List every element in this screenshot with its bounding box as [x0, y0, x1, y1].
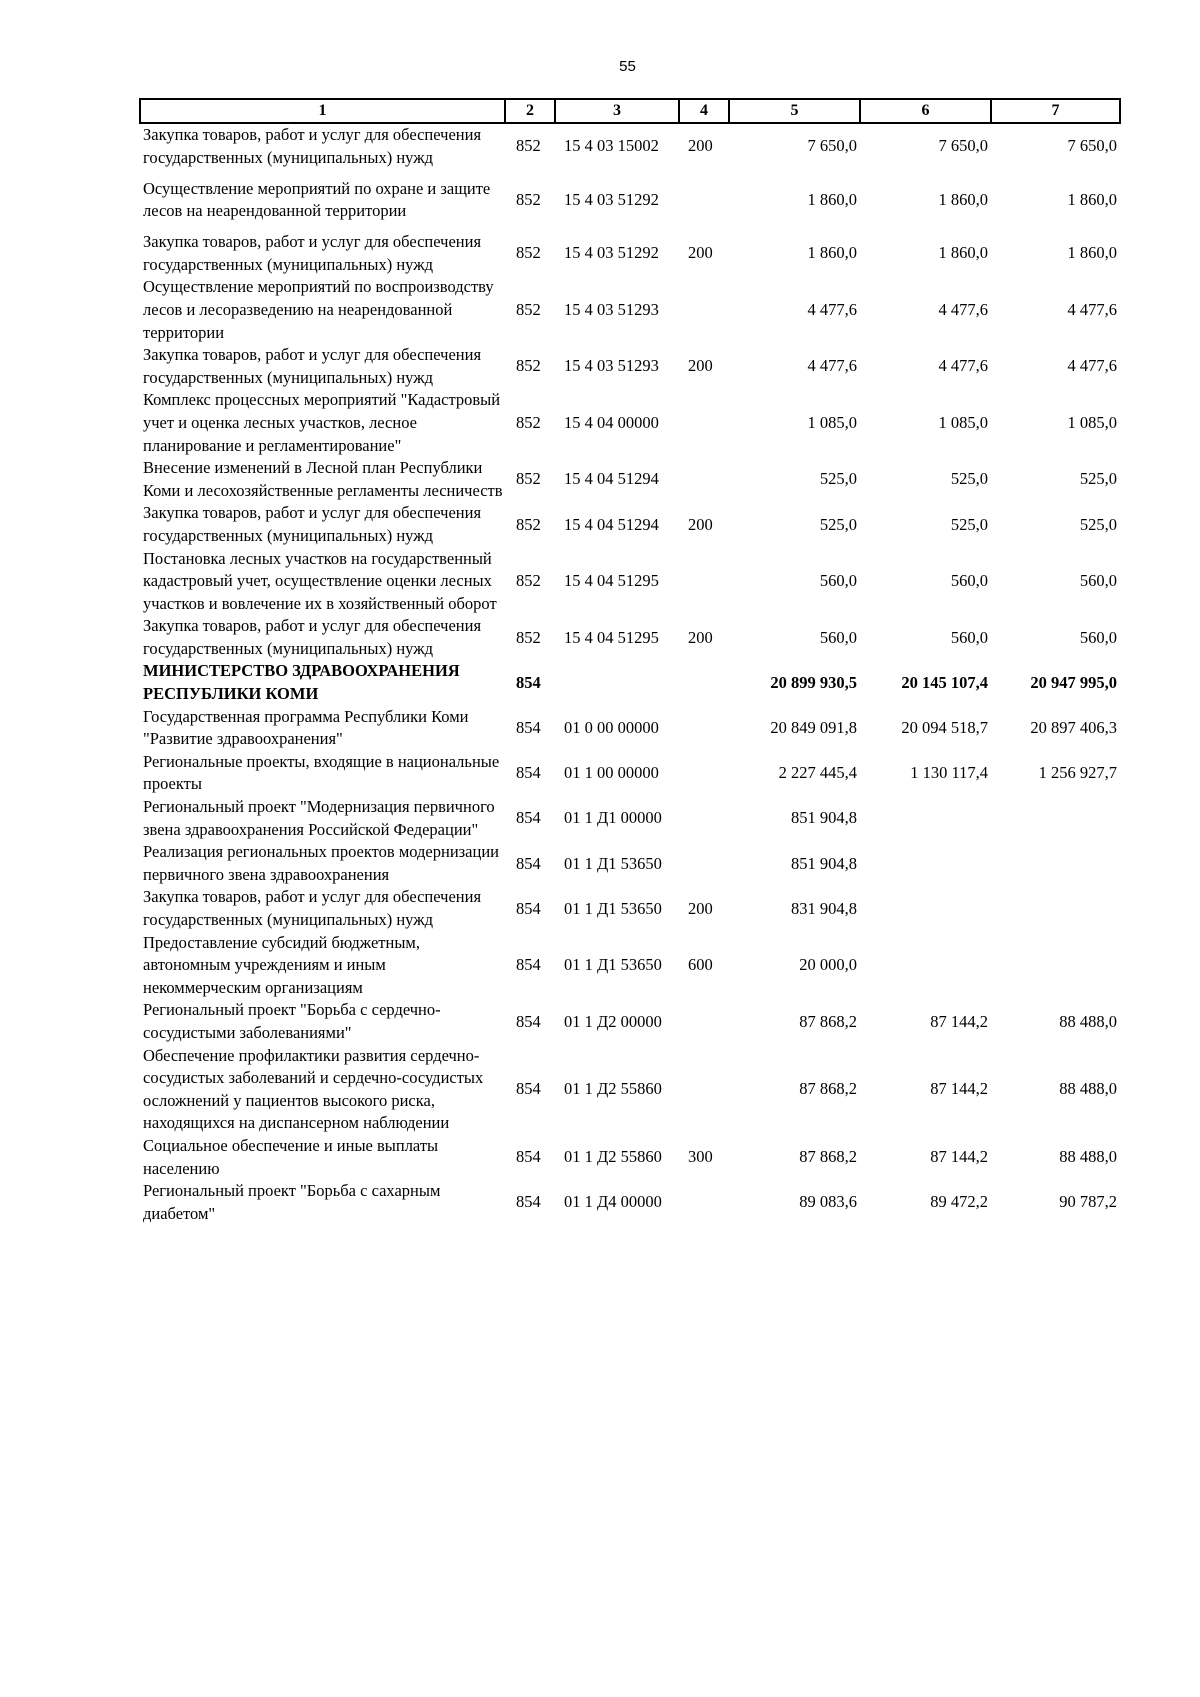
expense-type-code — [679, 751, 729, 796]
department-code: 852 — [516, 136, 541, 156]
target-article-code: 01 1 Д1 53650 — [564, 898, 662, 918]
table-row — [140, 751, 1120, 796]
item-name: Постановка лесных участков на государственный кадастровый учет, осуществление оценки лесных участков и вовлечение их в хозяйственный оборот — [143, 548, 497, 613]
item-name: Предоставление субсидий бюджетным, автономным учреждениям и иным некоммерческим организациям — [143, 932, 420, 997]
amount-year-3: 88 488,0 — [1059, 1079, 1117, 1099]
expense-type-code: 600 — [688, 955, 713, 975]
item-name: Региональный проект "Борьба с сахарным диабетом" — [143, 1181, 441, 1223]
department-code: 854 — [516, 898, 541, 918]
item-name: Реализация региональных проектов модернизации первичного звена здравоохранения — [143, 842, 499, 884]
table-row — [140, 123, 1120, 169]
target-article-code: 15 4 04 51295 — [564, 627, 659, 647]
amount-year-2: 87 144,2 — [930, 1011, 988, 1031]
amount-year-3: 20 897 406,3 — [1030, 717, 1117, 737]
department-code: 852 — [516, 189, 541, 209]
item-name: Закупка товаров, работ и услуг для обеспечения государственных (муниципальных) нужд — [143, 503, 482, 545]
amount-year-3: 4 477,6 — [1067, 299, 1117, 319]
amount-year-1: 1 860,0 — [807, 243, 857, 263]
amount-year-3: 1 860,0 — [1067, 189, 1117, 209]
amount-year-2: 20 094 518,7 — [901, 717, 988, 737]
table-row — [140, 796, 1120, 841]
amount-year-2 — [860, 932, 991, 1000]
target-article-code: 15 4 03 51293 — [564, 299, 659, 319]
item-name: Закупка товаров, работ и услуг для обеспечения государственных (муниципальных) нужд — [143, 887, 482, 929]
table-row — [140, 1045, 1120, 1135]
table-header-row — [140, 99, 1120, 123]
table-row — [140, 706, 1120, 751]
department-code: 854 — [516, 1192, 541, 1212]
item-name: Закупка товаров, работ и услуг для обеспечения государственных (муниципальных) нужд — [143, 232, 482, 274]
table-row — [140, 457, 1120, 502]
expense-type-code — [679, 796, 729, 841]
amount-year-3: 7 650,0 — [1067, 136, 1117, 156]
amount-year-3: 90 787,2 — [1059, 1192, 1117, 1212]
expense-type-code: 200 — [688, 627, 713, 647]
amount-year-1: 560,0 — [819, 627, 857, 647]
target-article-code — [555, 660, 679, 705]
department-code: 852 — [516, 299, 541, 319]
amount-year-3: 525,0 — [1079, 514, 1117, 534]
target-article-code: 01 1 Д1 53650 — [564, 853, 662, 873]
column-header: 5 — [729, 99, 860, 123]
amount-year-1: 831 904,8 — [791, 898, 857, 918]
target-article-code: 01 1 Д4 00000 — [564, 1192, 662, 1212]
amount-year-1: 20 899 930,5 — [770, 672, 857, 692]
expense-type-code — [679, 841, 729, 886]
expense-type-code — [679, 706, 729, 751]
department-code: 852 — [516, 627, 541, 647]
amount-year-3 — [991, 841, 1120, 886]
amount-year-2: 4 477,6 — [938, 299, 988, 319]
expense-type-code: 200 — [688, 514, 713, 534]
target-article-code: 15 4 03 15002 — [564, 136, 659, 156]
amount-year-1: 851 904,8 — [791, 808, 857, 828]
amount-year-3: 525,0 — [1079, 469, 1117, 489]
item-name: Закупка товаров, работ и услуг для обеспечения государственных (муниципальных) нужд — [143, 616, 482, 658]
column-header: 4 — [679, 99, 729, 123]
amount-year-3 — [991, 886, 1120, 931]
expense-type-code — [679, 1045, 729, 1135]
column-header: 1 — [140, 99, 505, 123]
amount-year-2: 1 130 117,4 — [910, 763, 988, 783]
target-article-code: 15 4 03 51292 — [564, 189, 659, 209]
amount-year-1: 4 477,6 — [807, 356, 857, 376]
expense-type-code — [679, 548, 729, 616]
target-article-code: 15 4 03 51293 — [564, 356, 659, 376]
amount-year-2: 1 085,0 — [938, 412, 988, 432]
amount-year-3: 1 860,0 — [1067, 243, 1117, 263]
department-code: 854 — [516, 717, 541, 737]
target-article-code: 15 4 03 51292 — [564, 243, 659, 263]
budget-table — [139, 98, 1121, 1225]
department-code: 854 — [516, 763, 541, 783]
table-row — [140, 932, 1120, 1000]
table-row — [140, 169, 1120, 231]
amount-year-1: 525,0 — [819, 514, 857, 534]
target-article-code: 15 4 04 51294 — [564, 469, 659, 489]
expense-type-code: 200 — [688, 356, 713, 376]
table-row — [140, 1135, 1120, 1180]
column-header: 6 — [860, 99, 991, 123]
amount-year-3: 1 256 927,7 — [1038, 763, 1117, 783]
amount-year-1: 851 904,8 — [791, 853, 857, 873]
amount-year-2: 87 144,2 — [930, 1147, 988, 1167]
item-name: Региональный проект "Модернизация первичного звена здравоохранения Российской Федерации" — [143, 797, 495, 839]
amount-year-1: 89 083,6 — [799, 1192, 857, 1212]
amount-year-2: 20 145 107,4 — [901, 672, 988, 692]
item-name: Региональный проект "Борьба с сердечно-сосудистыми заболеваниями" — [143, 1000, 441, 1042]
amount-year-2: 560,0 — [950, 627, 988, 647]
amount-year-3: 20 947 995,0 — [1030, 672, 1117, 692]
amount-year-1: 1 085,0 — [807, 412, 857, 432]
table-row — [140, 548, 1120, 616]
expense-type-code: 200 — [688, 898, 713, 918]
amount-year-2: 4 477,6 — [938, 356, 988, 376]
department-code: 852 — [516, 412, 541, 432]
expense-type-code — [679, 169, 729, 231]
target-article-code: 15 4 04 51294 — [564, 514, 659, 534]
department-code: 854 — [516, 1079, 541, 1099]
target-article-code: 01 0 00 00000 — [564, 717, 659, 737]
column-header: 3 — [555, 99, 679, 123]
expense-type-code: 200 — [688, 243, 713, 263]
item-name: Осуществление мероприятий по воспроизводству лесов и лесоразведению на неарендованной территории — [143, 277, 494, 342]
table-row — [140, 660, 1120, 705]
amount-year-2: 89 472,2 — [930, 1192, 988, 1212]
table-row — [140, 502, 1120, 547]
amount-year-1: 1 860,0 — [807, 189, 857, 209]
table-row — [140, 276, 1120, 344]
amount-year-1: 87 868,2 — [799, 1079, 857, 1099]
amount-year-3: 4 477,6 — [1067, 356, 1117, 376]
target-article-code: 01 1 Д2 55860 — [564, 1147, 662, 1167]
amount-year-1: 525,0 — [819, 469, 857, 489]
amount-year-1: 20 849 091,8 — [770, 717, 857, 737]
table-row — [140, 841, 1120, 886]
target-article-code: 01 1 Д1 53650 — [564, 955, 662, 975]
department-code: 854 — [516, 672, 541, 692]
item-name: Региональные проекты, входящие в национальные проекты — [143, 751, 500, 794]
item-name: Закупка товаров, работ и услуг для обеспечения государственных (муниципальных) нужд — [143, 125, 482, 167]
page-number: 55 — [619, 58, 636, 75]
expense-type-code: 300 — [688, 1147, 713, 1167]
expense-type-code — [679, 999, 729, 1044]
item-name: Осуществление мероприятий по охране и защите лесов на неарендованной территории — [143, 178, 491, 221]
department-code: 852 — [516, 571, 541, 591]
expense-type-code — [679, 389, 729, 457]
department-code: 852 — [516, 469, 541, 489]
target-article-code: 01 1 Д1 00000 — [564, 808, 662, 828]
table-row — [140, 389, 1120, 457]
amount-year-3: 88 488,0 — [1059, 1011, 1117, 1031]
amount-year-1: 560,0 — [819, 571, 857, 591]
target-article-code: 15 4 04 00000 — [564, 412, 659, 432]
department-code: 852 — [516, 514, 541, 534]
table-body — [140, 123, 1120, 1225]
department-code: 852 — [516, 356, 541, 376]
target-article-code: 01 1 00 00000 — [564, 763, 659, 783]
table-row — [140, 615, 1120, 660]
amount-year-2: 525,0 — [950, 469, 988, 489]
table-row — [140, 1180, 1120, 1225]
expense-type-code — [679, 276, 729, 344]
item-name: Комплекс процессных мероприятий "Кадастровый учет и оценка лесных участков, лесное планирование и регламентирование" — [143, 390, 501, 455]
target-article-code: 01 1 Д2 00000 — [564, 1011, 662, 1031]
amount-year-2 — [860, 841, 991, 886]
table-row — [140, 231, 1120, 276]
amount-year-2 — [860, 796, 991, 841]
amount-year-2: 525,0 — [950, 514, 988, 534]
expense-type-code: 200 — [688, 136, 713, 156]
item-name: Закупка товаров, работ и услуг для обеспечения государственных (муниципальных) нужд — [143, 345, 482, 387]
table-row — [140, 344, 1120, 389]
target-article-code: 15 4 04 51295 — [564, 571, 659, 591]
amount-year-1: 2 227 445,4 — [778, 763, 857, 783]
department-code: 852 — [516, 243, 541, 263]
table-row — [140, 999, 1120, 1044]
amount-year-1: 20 000,0 — [799, 955, 857, 975]
item-name: Социальное обеспечение и иные выплаты населению — [143, 1135, 439, 1178]
department-code: 854 — [516, 808, 541, 828]
amount-year-1: 87 868,2 — [799, 1147, 857, 1167]
item-name: МИНИСТЕРСТВО ЗДРАВООХРАНЕНИЯ РЕСПУБЛИКИ КОМИ — [143, 661, 460, 704]
amount-year-2 — [860, 886, 991, 931]
amount-year-1: 4 477,6 — [807, 299, 857, 319]
column-header: 2 — [505, 99, 555, 123]
item-name: Внесение изменений в Лесной план Республики Коми и лесохозяйственные регламенты лесничеств — [143, 458, 503, 500]
amount-year-2: 560,0 — [950, 571, 988, 591]
target-article-code: 01 1 Д2 55860 — [564, 1079, 662, 1099]
expense-type-code — [679, 457, 729, 502]
amount-year-2: 87 144,2 — [930, 1079, 988, 1099]
column-header: 7 — [991, 99, 1120, 123]
item-name: Государственная программа Республики Коми "Развитие здравоохранения" — [143, 706, 469, 749]
department-code: 854 — [516, 1011, 541, 1031]
amount-year-3: 88 488,0 — [1059, 1147, 1117, 1167]
amount-year-3 — [991, 932, 1120, 1000]
department-code: 854 — [516, 955, 541, 975]
table-row — [140, 886, 1120, 931]
amount-year-3: 560,0 — [1079, 627, 1117, 647]
amount-year-1: 7 650,0 — [807, 136, 857, 156]
amount-year-1: 87 868,2 — [799, 1011, 857, 1031]
expense-type-code — [679, 1180, 729, 1225]
expense-type-code — [679, 660, 729, 705]
amount-year-3: 560,0 — [1079, 571, 1117, 591]
amount-year-2: 1 860,0 — [938, 243, 988, 263]
department-code: 854 — [516, 853, 541, 873]
amount-year-2: 1 860,0 — [938, 189, 988, 209]
amount-year-3: 1 085,0 — [1067, 412, 1117, 432]
amount-year-3 — [991, 796, 1120, 841]
item-name: Обеспечение профилактики развития сердечно-сосудистых заболеваний и сердечно-сосудистых осложнений у пациентов высокого риска, находящихся на диспансерном наблюдении — [143, 1045, 484, 1133]
department-code: 854 — [516, 1147, 541, 1167]
amount-year-2: 7 650,0 — [938, 136, 988, 156]
